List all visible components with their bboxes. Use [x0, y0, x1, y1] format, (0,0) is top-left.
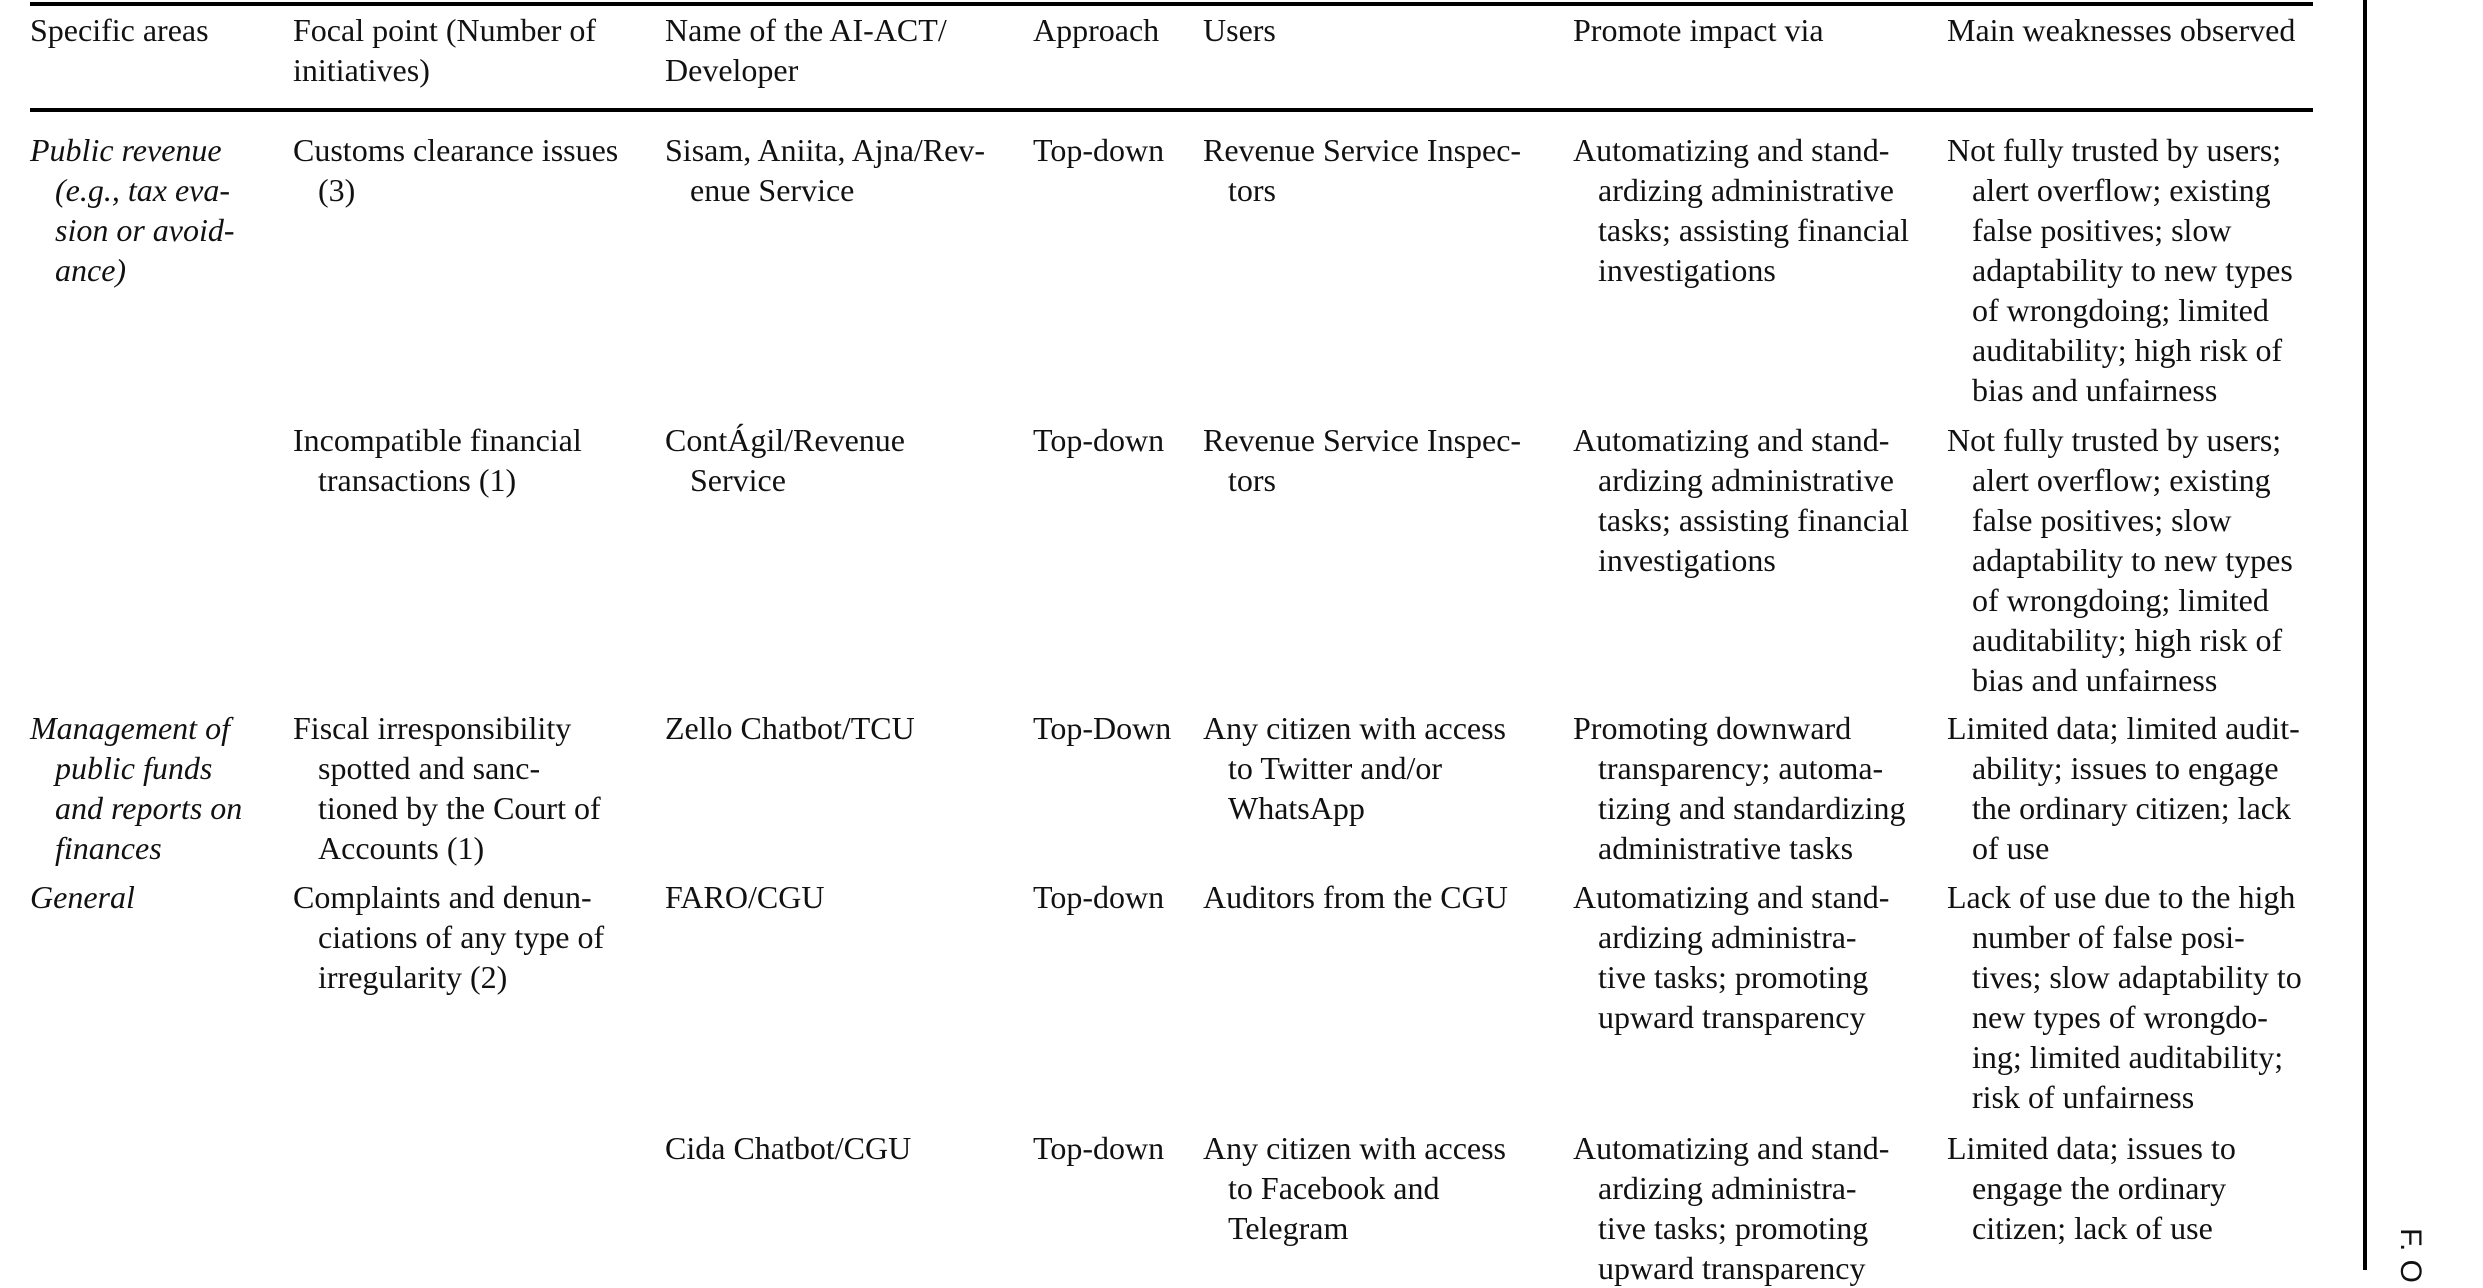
cell-line: of wrongdoing; limited — [1972, 582, 2269, 618]
cell-line: Limited data; issues to — [1947, 1130, 2236, 1166]
cell-line: false positives; slow — [1972, 212, 2232, 248]
cell-line: irregularity (2) — [318, 959, 508, 995]
cell-line: Revenue Service Inspec- — [1203, 422, 1522, 458]
cell-line: ardizing administrative — [1598, 172, 1894, 208]
cell-line: Telegram — [1228, 1210, 1349, 1246]
table-top-rule — [30, 2, 2313, 6]
cell-line: sion or avoid- — [55, 212, 235, 248]
column-header-users — [1203, 10, 1568, 50]
cell-line: tive tasks; promoting — [1598, 959, 1869, 995]
table-cell-area — [30, 130, 290, 290]
header-line: Specific areas — [30, 12, 209, 48]
cell-line: Automatizing and stand- — [1573, 132, 1890, 168]
column-header-impact — [1573, 10, 1943, 50]
cell-line: tasks; assisting financial — [1598, 212, 1910, 248]
cell-line: upward transparency — [1598, 999, 1866, 1035]
table-cell-name — [665, 877, 1035, 917]
table-cell-focal — [293, 877, 668, 997]
cell-line: (3) — [318, 172, 356, 208]
table-cell-area — [30, 877, 290, 917]
cell-line: tioned by the Court of — [318, 790, 601, 826]
cell-line: adaptability to new types — [1972, 542, 2293, 578]
column-header-weak — [1947, 10, 2313, 50]
column-header-area — [30, 10, 280, 50]
table-cell-users — [1203, 877, 1578, 917]
cell-line: Automatizing and stand- — [1573, 422, 1890, 458]
page-margin-line — [2363, 0, 2367, 1270]
column-header-focal — [293, 10, 658, 90]
cell-line: Top-down — [1033, 132, 1165, 168]
cell-line: upward transparency — [1598, 1250, 1866, 1286]
table-cell-approach — [1033, 1128, 1208, 1168]
table-cell-name — [665, 1128, 1035, 1168]
table-cell-name — [665, 708, 1035, 748]
cell-line: Service — [690, 462, 786, 498]
cell-line: tives; slow adaptability to — [1972, 959, 2302, 995]
table-cell-users — [1203, 130, 1578, 210]
cell-line: Accounts (1) — [318, 830, 485, 866]
table-cell-impact — [1573, 420, 1953, 580]
cell-line: tasks; assisting financial — [1598, 502, 1910, 538]
table-cell-area — [30, 708, 290, 868]
cell-line: new types of wrongdo- — [1972, 999, 2268, 1035]
cell-line: citizen; lack of use — [1972, 1210, 2213, 1246]
cell-line: auditability; high risk of — [1972, 622, 2283, 658]
header-line: Developer — [665, 52, 799, 88]
cell-line: to Facebook and — [1228, 1170, 1440, 1206]
cell-line: FARO/CGU — [665, 879, 825, 915]
cell-line: ance) — [55, 252, 127, 288]
header-line: Focal point (Number of — [293, 12, 597, 48]
cell-line: ardizing administra- — [1598, 919, 1857, 955]
cell-line: public funds — [55, 750, 213, 786]
cell-line: false positives; slow — [1972, 502, 2232, 538]
cell-line: transactions (1) — [318, 462, 517, 498]
cell-line: Top-down — [1033, 422, 1165, 458]
table-cell-users — [1203, 420, 1578, 500]
cell-line: auditability; high risk of — [1972, 332, 2283, 368]
table-cell-name — [665, 130, 1035, 210]
cell-line: adaptability to new types — [1972, 252, 2293, 288]
cell-line: tors — [1228, 172, 1276, 208]
table-cell-users — [1203, 708, 1578, 828]
table-cell-approach — [1033, 708, 1208, 748]
cell-line: Customs clearance issues — [293, 132, 619, 168]
cell-line: and reports on — [55, 790, 243, 826]
cell-line: to Twitter and/or — [1228, 750, 1443, 786]
table-cell-name — [665, 420, 1035, 500]
table-cell-impact — [1573, 1128, 1953, 1288]
cell-line: risk of unfairness — [1972, 1079, 2195, 1115]
cell-line: of wrongdoing; limited — [1972, 292, 2269, 328]
cell-line: Any citizen with access — [1203, 710, 1506, 746]
cell-line: ability; issues to engage — [1972, 750, 2279, 786]
cell-line: alert overflow; existing — [1972, 462, 2271, 498]
cell-line: enue Service — [690, 172, 855, 208]
header-line: Main weaknesses observed — [1947, 12, 2296, 48]
cell-line: Top-Down — [1033, 710, 1172, 746]
cell-line: ciations of any type of — [318, 919, 605, 955]
cell-line: ContÁgil/Revenue — [665, 422, 905, 458]
cell-line: Automatizing and stand- — [1573, 1130, 1890, 1166]
table-cell-weak — [1947, 1128, 2323, 1248]
cell-line: administrative tasks — [1598, 830, 1854, 866]
cell-line: Limited data; limited audit- — [1947, 710, 2300, 746]
cell-line: alert overflow; existing — [1972, 172, 2271, 208]
cell-line: bias and unfairness — [1972, 662, 2218, 698]
header-line: Name of the AI-ACT/ — [665, 12, 947, 48]
cell-line: ing; limited auditability; — [1972, 1039, 2284, 1075]
cell-line: Top-down — [1033, 879, 1165, 915]
cell-line: Incompatible financial — [293, 422, 582, 458]
column-header-name — [665, 10, 1025, 90]
cell-line: Revenue Service Inspec- — [1203, 132, 1522, 168]
cell-line: bias and unfairness — [1972, 372, 2218, 408]
cell-line: spotted and sanc- — [318, 750, 541, 786]
cell-line: Public revenue — [30, 132, 222, 168]
cell-line: ardizing administra- — [1598, 1170, 1857, 1206]
cell-line: Promoting downward — [1573, 710, 1852, 746]
cell-line: investigations — [1598, 252, 1776, 288]
table-cell-weak — [1947, 708, 2323, 868]
cell-line: Lack of use due to the high — [1947, 879, 2296, 915]
cell-line: Top-down — [1033, 1130, 1165, 1166]
table-cell-weak — [1947, 420, 2323, 700]
cell-line: Complaints and denun- — [293, 879, 592, 915]
table-cell-impact — [1573, 877, 1953, 1037]
cell-line: (e.g., tax eva- — [55, 172, 231, 208]
cell-line: investigations — [1598, 542, 1776, 578]
cell-line: engage the ordinary — [1972, 1170, 2227, 1206]
cell-line: Auditors from the CGU — [1203, 879, 1508, 915]
cell-line: Management of — [30, 710, 230, 746]
column-header-approach — [1033, 10, 1198, 50]
table-cell-impact — [1573, 708, 1953, 868]
table-cell-focal — [293, 130, 668, 210]
table-header-rule — [30, 108, 2313, 112]
cell-line: the ordinary citizen; lack — [1972, 790, 2291, 826]
header-line: initiatives) — [293, 52, 430, 88]
cell-line: Not fully trusted by users; — [1947, 422, 2282, 458]
cell-line: tive tasks; promoting — [1598, 1210, 1869, 1246]
table-cell-focal — [293, 708, 668, 868]
cell-line: number of false posi- — [1972, 919, 2245, 955]
cell-line: Cida Chatbot/CGU — [665, 1130, 912, 1166]
cell-line: Zello Chatbot/TCU — [665, 710, 915, 746]
cell-line: Automatizing and stand- — [1573, 879, 1890, 915]
cell-line: transparency; automa- — [1598, 750, 1884, 786]
table-cell-users — [1203, 1128, 1578, 1248]
cell-line: finances — [55, 830, 162, 866]
cell-line: tizing and standardizing — [1598, 790, 1906, 826]
header-line: Users — [1203, 12, 1276, 48]
header-line: Approach — [1033, 12, 1160, 48]
table-cell-impact — [1573, 130, 1953, 290]
cell-line: Fiscal irresponsibility — [293, 710, 572, 746]
cell-line: Sisam, Aniita, Ajna/Rev- — [665, 132, 985, 168]
cell-line: WhatsApp — [1228, 790, 1365, 826]
cell-line: of use — [1972, 830, 2050, 866]
cell-line: tors — [1228, 462, 1276, 498]
running-side-label: F. O — [2394, 1228, 2427, 1284]
cell-line: General — [30, 879, 135, 915]
cell-line: Not fully trusted by users; — [1947, 132, 2282, 168]
header-line: Promote impact via — [1573, 12, 1824, 48]
cell-line: Any citizen with access — [1203, 1130, 1506, 1166]
table-cell-weak — [1947, 130, 2323, 410]
table-cell-approach — [1033, 877, 1208, 917]
table-cell-approach — [1033, 420, 1208, 460]
table-cell-approach — [1033, 130, 1208, 170]
table-cell-focal — [293, 420, 668, 500]
table-cell-weak — [1947, 877, 2323, 1117]
cell-line: ardizing administrative — [1598, 462, 1894, 498]
